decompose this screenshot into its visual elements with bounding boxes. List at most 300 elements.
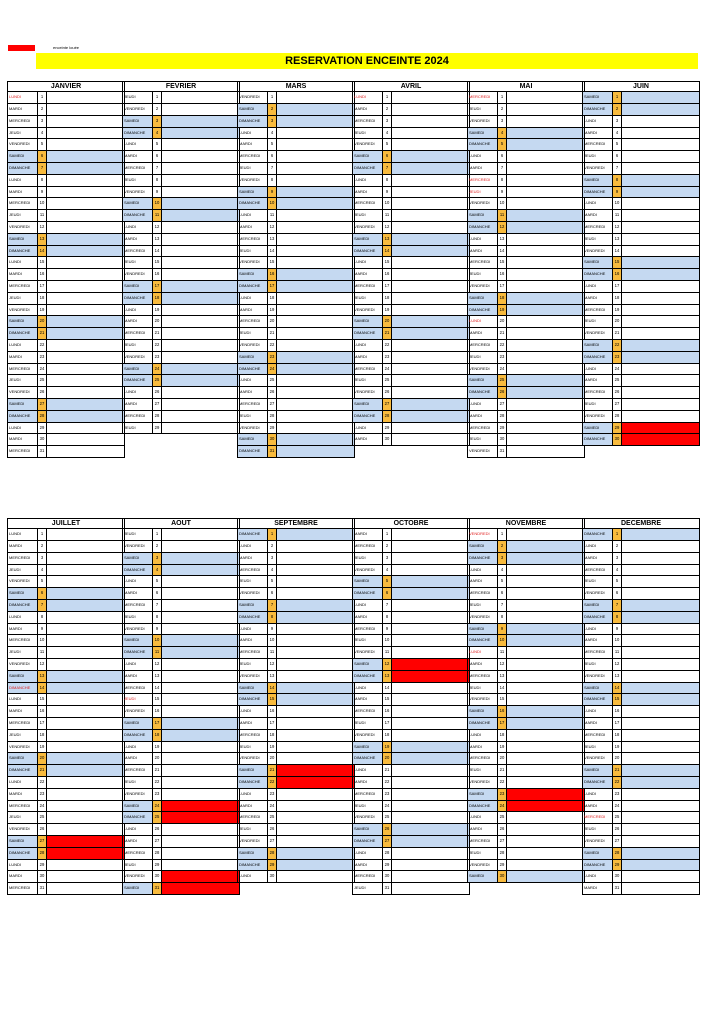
day-row[interactable]	[583, 234, 699, 246]
day-row[interactable]	[468, 588, 584, 600]
day-row[interactable]	[8, 187, 124, 199]
reservation-cell[interactable]	[47, 305, 124, 316]
reservation-cell[interactable]	[277, 92, 354, 103]
reservation-cell[interactable]	[162, 269, 239, 280]
day-row[interactable]	[468, 257, 584, 269]
day-row[interactable]	[583, 742, 699, 754]
reservation-cell-booked[interactable]	[622, 423, 699, 434]
day-row[interactable]	[8, 316, 124, 328]
day-row[interactable]	[8, 612, 124, 624]
day-row[interactable]	[353, 352, 469, 364]
reservation-cell[interactable]	[622, 139, 699, 150]
day-row[interactable]	[8, 269, 124, 281]
reservation-cell[interactable]	[162, 753, 239, 764]
day-row[interactable]	[468, 600, 584, 612]
reservation-cell[interactable]	[622, 116, 699, 127]
reservation-cell[interactable]	[622, 659, 699, 670]
reservation-cell[interactable]	[622, 364, 699, 375]
reservation-cell[interactable]	[277, 659, 354, 670]
reservation-cell[interactable]	[162, 848, 239, 859]
day-row[interactable]	[8, 635, 124, 647]
day-row[interactable]	[468, 269, 584, 281]
day-row[interactable]	[583, 387, 699, 399]
day-row[interactable]	[583, 423, 699, 435]
reservation-cell[interactable]	[277, 163, 354, 174]
day-row[interactable]	[583, 269, 699, 281]
reservation-cell[interactable]	[507, 305, 584, 316]
reservation-cell[interactable]	[47, 163, 124, 174]
reservation-cell[interactable]	[507, 541, 584, 552]
day-row[interactable]	[353, 246, 469, 258]
day-row[interactable]	[353, 387, 469, 399]
reservation-cell[interactable]	[47, 198, 124, 209]
day-row[interactable]	[583, 352, 699, 364]
reservation-cell[interactable]	[162, 399, 239, 410]
reservation-cell[interactable]	[162, 730, 239, 741]
reservation-cell[interactable]	[47, 210, 124, 221]
day-row[interactable]	[123, 742, 239, 754]
day-row[interactable]	[353, 765, 469, 777]
day-row[interactable]	[123, 659, 239, 671]
day-row[interactable]	[583, 104, 699, 116]
day-row[interactable]	[353, 257, 469, 269]
day-row[interactable]	[583, 187, 699, 199]
reservation-cell[interactable]	[277, 352, 354, 363]
day-row[interactable]	[238, 246, 354, 258]
reservation-cell[interactable]	[277, 541, 354, 552]
day-row[interactable]	[468, 375, 584, 387]
reservation-cell[interactable]	[162, 789, 239, 800]
reservation-cell-booked[interactable]	[392, 659, 469, 670]
day-row[interactable]	[238, 777, 354, 789]
day-row[interactable]	[8, 352, 124, 364]
reservation-cell[interactable]	[507, 257, 584, 268]
reservation-cell[interactable]	[47, 128, 124, 139]
day-row[interactable]	[238, 789, 354, 801]
reservation-cell[interactable]	[162, 210, 239, 221]
day-row[interactable]	[583, 836, 699, 848]
reservation-cell[interactable]	[622, 588, 699, 599]
day-row[interactable]	[468, 529, 584, 541]
reservation-cell[interactable]	[47, 446, 124, 457]
day-row[interactable]	[8, 246, 124, 258]
day-row[interactable]	[238, 293, 354, 305]
day-row[interactable]	[583, 812, 699, 824]
day-row[interactable]	[583, 293, 699, 305]
day-row[interactable]	[468, 565, 584, 577]
day-row[interactable]	[238, 139, 354, 151]
day-row[interactable]	[353, 139, 469, 151]
reservation-cell[interactable]	[622, 328, 699, 339]
reservation-cell[interactable]	[507, 624, 584, 635]
reservation-cell[interactable]	[622, 210, 699, 221]
reservation-cell[interactable]	[277, 399, 354, 410]
reservation-cell[interactable]	[277, 612, 354, 623]
day-row[interactable]	[123, 411, 239, 423]
day-row[interactable]	[468, 576, 584, 588]
reservation-cell[interactable]	[392, 328, 469, 339]
reservation-cell[interactable]	[622, 883, 699, 894]
day-row[interactable]	[353, 553, 469, 565]
reservation-cell[interactable]	[507, 328, 584, 339]
day-row[interactable]	[468, 139, 584, 151]
reservation-cell[interactable]	[277, 860, 354, 871]
reservation-cell[interactable]	[277, 446, 354, 457]
day-row[interactable]	[8, 871, 124, 883]
reservation-cell[interactable]	[622, 257, 699, 268]
reservation-cell[interactable]	[392, 635, 469, 646]
day-row[interactable]	[238, 305, 354, 317]
day-row[interactable]	[123, 801, 239, 813]
reservation-cell[interactable]	[622, 399, 699, 410]
reservation-cell[interactable]	[162, 860, 239, 871]
day-row[interactable]	[123, 624, 239, 636]
day-row[interactable]	[238, 860, 354, 872]
reservation-cell[interactable]	[47, 706, 124, 717]
day-row[interactable]	[8, 718, 124, 730]
reservation-cell[interactable]	[392, 210, 469, 221]
reservation-cell[interactable]	[622, 777, 699, 788]
day-row[interactable]	[583, 871, 699, 883]
reservation-cell[interactable]	[622, 848, 699, 859]
reservation-cell[interactable]	[622, 836, 699, 847]
day-row[interactable]	[468, 175, 584, 187]
reservation-cell[interactable]	[622, 624, 699, 635]
day-row[interactable]	[583, 624, 699, 636]
day-row[interactable]	[123, 234, 239, 246]
day-row[interactable]	[468, 399, 584, 411]
day-row[interactable]	[468, 871, 584, 883]
day-row[interactable]	[8, 801, 124, 813]
reservation-cell[interactable]	[392, 565, 469, 576]
reservation-cell[interactable]	[47, 175, 124, 186]
reservation-cell[interactable]	[47, 281, 124, 292]
reservation-cell[interactable]	[47, 387, 124, 398]
day-row[interactable]	[238, 316, 354, 328]
day-row[interactable]	[238, 624, 354, 636]
day-row[interactable]	[238, 647, 354, 659]
day-row[interactable]	[238, 269, 354, 281]
reservation-cell[interactable]	[507, 128, 584, 139]
day-row[interactable]	[8, 777, 124, 789]
day-row[interactable]	[8, 529, 124, 541]
reservation-cell[interactable]	[622, 541, 699, 552]
reservation-cell[interactable]	[277, 588, 354, 599]
reservation-cell[interactable]	[47, 801, 124, 812]
day-row[interactable]	[468, 789, 584, 801]
reservation-cell[interactable]	[392, 789, 469, 800]
day-row[interactable]	[353, 588, 469, 600]
reservation-cell[interactable]	[622, 234, 699, 245]
day-row[interactable]	[238, 210, 354, 222]
reservation-cell[interactable]	[392, 163, 469, 174]
reservation-cell[interactable]	[622, 175, 699, 186]
day-row[interactable]	[468, 352, 584, 364]
reservation-cell[interactable]	[277, 529, 354, 540]
day-row[interactable]	[583, 529, 699, 541]
day-row[interactable]	[8, 446, 124, 458]
reservation-cell[interactable]	[622, 576, 699, 587]
reservation-cell[interactable]	[277, 742, 354, 753]
reservation-cell[interactable]	[162, 659, 239, 670]
reservation-cell[interactable]	[392, 187, 469, 198]
reservation-cell[interactable]	[47, 765, 124, 776]
reservation-cell[interactable]	[507, 116, 584, 127]
reservation-cell[interactable]	[162, 765, 239, 776]
day-row[interactable]	[353, 612, 469, 624]
day-row[interactable]	[123, 139, 239, 151]
day-row[interactable]	[123, 257, 239, 269]
reservation-cell[interactable]	[392, 234, 469, 245]
day-row[interactable]	[238, 340, 354, 352]
day-row[interactable]	[353, 848, 469, 860]
day-row[interactable]	[353, 198, 469, 210]
day-row[interactable]	[238, 871, 354, 883]
reservation-cell[interactable]	[162, 612, 239, 623]
day-row[interactable]	[468, 423, 584, 435]
reservation-cell[interactable]	[162, 553, 239, 564]
day-row[interactable]	[123, 777, 239, 789]
reservation-cell[interactable]	[277, 694, 354, 705]
day-row[interactable]	[8, 541, 124, 553]
day-row[interactable]	[8, 222, 124, 234]
day-row[interactable]	[123, 683, 239, 695]
day-row[interactable]	[583, 541, 699, 553]
reservation-cell[interactable]	[277, 671, 354, 682]
reservation-cell[interactable]	[47, 529, 124, 540]
day-row[interactable]	[353, 364, 469, 376]
day-row[interactable]	[583, 222, 699, 234]
day-row[interactable]	[468, 446, 584, 458]
day-row[interactable]	[238, 553, 354, 565]
day-row[interactable]	[468, 718, 584, 730]
day-row[interactable]	[353, 647, 469, 659]
reservation-cell[interactable]	[392, 375, 469, 386]
reservation-cell[interactable]	[507, 565, 584, 576]
day-row[interactable]	[123, 871, 239, 883]
day-row[interactable]	[468, 92, 584, 104]
reservation-cell[interactable]	[392, 104, 469, 115]
day-row[interactable]	[583, 883, 699, 895]
reservation-cell[interactable]	[622, 683, 699, 694]
reservation-cell[interactable]	[507, 281, 584, 292]
reservation-cell[interactable]	[277, 848, 354, 859]
day-row[interactable]	[353, 683, 469, 695]
reservation-cell[interactable]	[47, 883, 124, 894]
day-row[interactable]	[583, 139, 699, 151]
day-row[interactable]	[238, 163, 354, 175]
day-row[interactable]	[123, 588, 239, 600]
day-row[interactable]	[123, 647, 239, 659]
day-row[interactable]	[353, 340, 469, 352]
reservation-cell[interactable]	[277, 683, 354, 694]
reservation-cell[interactable]	[507, 765, 584, 776]
day-row[interactable]	[8, 789, 124, 801]
reservation-cell[interactable]	[47, 423, 124, 434]
reservation-cell[interactable]	[622, 694, 699, 705]
reservation-cell[interactable]	[162, 352, 239, 363]
reservation-cell[interactable]	[162, 305, 239, 316]
reservation-cell[interactable]	[507, 635, 584, 646]
day-row[interactable]	[353, 860, 469, 872]
day-row[interactable]	[238, 683, 354, 695]
day-row[interactable]	[353, 316, 469, 328]
reservation-cell[interactable]	[392, 718, 469, 729]
day-row[interactable]	[8, 210, 124, 222]
day-row[interactable]	[123, 151, 239, 163]
reservation-cell[interactable]	[277, 411, 354, 422]
day-row[interactable]	[353, 824, 469, 836]
reservation-cell[interactable]	[47, 139, 124, 150]
day-row[interactable]	[353, 635, 469, 647]
reservation-cell[interactable]	[392, 683, 469, 694]
reservation-cell[interactable]	[392, 257, 469, 268]
reservation-cell[interactable]	[392, 600, 469, 611]
reservation-cell[interactable]	[47, 104, 124, 115]
day-row[interactable]	[353, 718, 469, 730]
reservation-cell[interactable]	[162, 246, 239, 257]
reservation-cell[interactable]	[162, 742, 239, 753]
day-row[interactable]	[353, 730, 469, 742]
reservation-cell[interactable]	[507, 139, 584, 150]
reservation-cell[interactable]	[162, 316, 239, 327]
day-row[interactable]	[353, 411, 469, 423]
reservation-cell[interactable]	[162, 836, 239, 847]
day-row[interactable]	[123, 316, 239, 328]
day-row[interactable]	[8, 175, 124, 187]
day-row[interactable]	[468, 647, 584, 659]
day-row[interactable]	[238, 328, 354, 340]
day-row[interactable]	[8, 824, 124, 836]
day-row[interactable]	[468, 198, 584, 210]
reservation-cell[interactable]	[622, 789, 699, 800]
day-row[interactable]	[8, 706, 124, 718]
day-row[interactable]	[238, 730, 354, 742]
day-row[interactable]	[583, 316, 699, 328]
day-row[interactable]	[123, 848, 239, 860]
reservation-cell[interactable]	[507, 399, 584, 410]
reservation-cell[interactable]	[507, 718, 584, 729]
reservation-cell[interactable]	[277, 789, 354, 800]
day-row[interactable]	[583, 694, 699, 706]
reservation-cell[interactable]	[507, 671, 584, 682]
day-row[interactable]	[8, 860, 124, 872]
reservation-cell[interactable]	[392, 423, 469, 434]
day-row[interactable]	[353, 871, 469, 883]
day-row[interactable]	[123, 116, 239, 128]
day-row[interactable]	[8, 281, 124, 293]
day-row[interactable]	[8, 576, 124, 588]
day-row[interactable]	[123, 706, 239, 718]
reservation-cell[interactable]	[47, 92, 124, 103]
day-row[interactable]	[583, 151, 699, 163]
day-row[interactable]	[8, 375, 124, 387]
reservation-cell[interactable]	[392, 399, 469, 410]
reservation-cell[interactable]	[162, 576, 239, 587]
day-row[interactable]	[8, 753, 124, 765]
reservation-cell[interactable]	[392, 364, 469, 375]
day-row[interactable]	[8, 434, 124, 446]
day-row[interactable]	[8, 305, 124, 317]
day-row[interactable]	[238, 801, 354, 813]
reservation-cell[interactable]	[622, 565, 699, 576]
reservation-cell[interactable]	[162, 198, 239, 209]
day-row[interactable]	[238, 411, 354, 423]
reservation-cell[interactable]	[277, 104, 354, 115]
reservation-cell[interactable]	[47, 151, 124, 162]
reservation-cell[interactable]	[392, 175, 469, 186]
day-row[interactable]	[583, 305, 699, 317]
reservation-cell[interactable]	[507, 293, 584, 304]
reservation-cell-booked[interactable]	[47, 848, 124, 859]
reservation-cell[interactable]	[47, 730, 124, 741]
reservation-cell[interactable]	[47, 789, 124, 800]
reservation-cell[interactable]	[392, 777, 469, 788]
reservation-cell[interactable]	[277, 328, 354, 339]
reservation-cell[interactable]	[162, 116, 239, 127]
reservation-cell[interactable]	[392, 116, 469, 127]
day-row[interactable]	[238, 281, 354, 293]
reservation-cell[interactable]	[162, 387, 239, 398]
day-row[interactable]	[238, 92, 354, 104]
reservation-cell[interactable]	[507, 824, 584, 835]
day-row[interactable]	[8, 151, 124, 163]
reservation-cell[interactable]	[162, 139, 239, 150]
day-row[interactable]	[238, 257, 354, 269]
reservation-cell[interactable]	[47, 293, 124, 304]
day-row[interactable]	[468, 234, 584, 246]
reservation-cell[interactable]	[507, 588, 584, 599]
reservation-cell[interactable]	[277, 801, 354, 812]
reservation-cell[interactable]	[47, 269, 124, 280]
day-row[interactable]	[583, 848, 699, 860]
day-row[interactable]	[353, 565, 469, 577]
day-row[interactable]	[238, 434, 354, 446]
day-row[interactable]	[123, 92, 239, 104]
reservation-cell[interactable]	[507, 246, 584, 257]
reservation-cell[interactable]	[392, 860, 469, 871]
reservation-cell[interactable]	[622, 742, 699, 753]
reservation-cell-booked[interactable]	[162, 883, 239, 894]
day-row[interactable]	[353, 529, 469, 541]
reservation-cell[interactable]	[622, 860, 699, 871]
day-row[interactable]	[8, 565, 124, 577]
reservation-cell-booked[interactable]	[162, 871, 239, 882]
day-row[interactable]	[353, 883, 469, 895]
day-row[interactable]	[583, 163, 699, 175]
day-row[interactable]	[123, 387, 239, 399]
day-row[interactable]	[583, 683, 699, 695]
day-row[interactable]	[583, 257, 699, 269]
reservation-cell[interactable]	[622, 647, 699, 658]
day-row[interactable]	[583, 753, 699, 765]
day-row[interactable]	[238, 423, 354, 435]
day-row[interactable]	[123, 576, 239, 588]
reservation-cell[interactable]	[47, 316, 124, 327]
day-row[interactable]	[238, 824, 354, 836]
reservation-cell[interactable]	[392, 139, 469, 150]
reservation-cell[interactable]	[622, 305, 699, 316]
reservation-cell[interactable]	[47, 116, 124, 127]
day-row[interactable]	[238, 187, 354, 199]
day-row[interactable]	[353, 789, 469, 801]
day-row[interactable]	[468, 730, 584, 742]
day-row[interactable]	[8, 553, 124, 565]
reservation-cell[interactable]	[47, 588, 124, 599]
day-row[interactable]	[583, 553, 699, 565]
day-row[interactable]	[468, 742, 584, 754]
day-row[interactable]	[353, 116, 469, 128]
